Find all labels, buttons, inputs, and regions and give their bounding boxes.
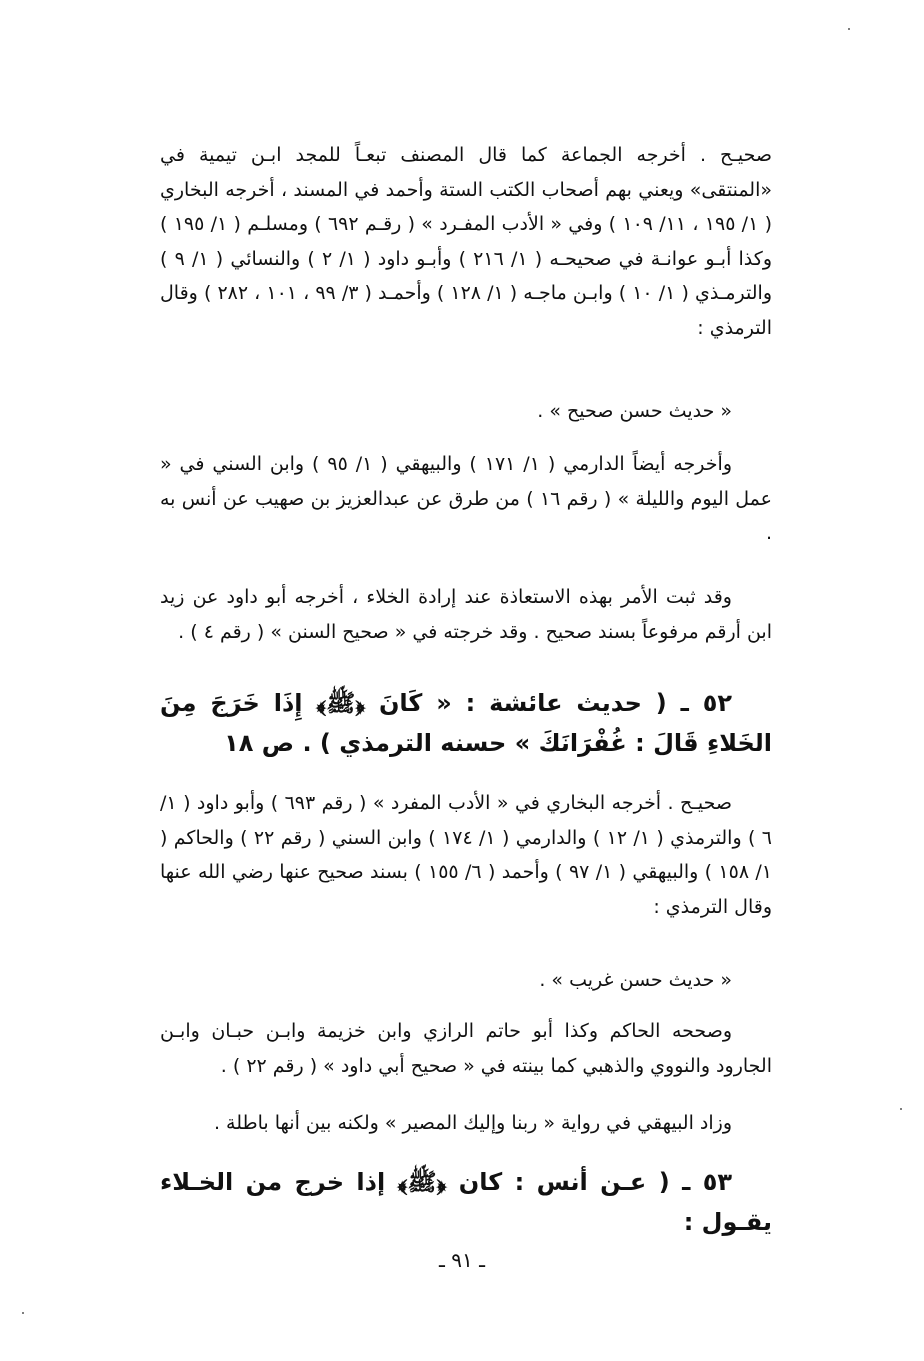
hadith-52-heading: [160, 683, 772, 763]
paragraph-text: وزاد البيهقي في رواية « ربنا وإليك المصير » ولكنه بين أنها باطلة .: [213, 1112, 732, 1134]
page-number: ـ ٩١ ـ: [439, 1248, 485, 1272]
takhrij-paragraph-51: [160, 138, 772, 345]
hadith-53-heading: [160, 1162, 772, 1242]
scan-speck: [900, 1108, 902, 1110]
tirmidhi-quote-2: [160, 963, 772, 998]
bayhaqi-paragraph: [160, 1106, 772, 1141]
paragraph-text: صحيـح . أخرجه البخاري في « الأدب المفرد » ( رقم ٦٩٣ ) وأبو داود ( ١/ ٦ ) والترمذي ( ١/ ١٢ ) والدارمي ( ١/ ١٧٤ ) وابن السني ( رقم ٢٢ ) والحاكم ( ١/ ١٥٨ ) والبيهقي ( ١/ ٩٧ ) وأحمد ( ٦/ ١٥٥ ) بسند صحيح عنها رضي الله عنها وقال الترمذي :: [160, 792, 772, 918]
authentication-paragraph: [160, 1014, 772, 1083]
tirmidhi-quote-1: [160, 394, 772, 429]
scan-speck: [22, 1312, 24, 1314]
heading-text: ٥٢ ـ ( حديث عائشة : « كَانَ ﴿ﷺ﴾ إِذَا خَرَجَ مِنَ الخَلاءِ قَالَ : غُفْرَانَكَ » حسنه الترمذي ) . ص ١٨: [160, 689, 772, 757]
heading-text: ٥٣ ـ ( عـن أنس : كان ﴿ﷺ﴾ إذا خرج من الخـلاء يقـول :: [160, 1168, 772, 1236]
scan-speck: [848, 28, 850, 30]
paragraph-text: وأخرجه أيضاً الدارمي ( ١/ ١٧١ ) والبيهقي ( ١/ ٩٥ ) وابن السني في « عمل اليوم والليلة » ( رقم ١٦ ) من طرق عن عبدالعزيز بن صهيب عن أنس به .: [160, 453, 772, 544]
additional-sources-paragraph: [160, 447, 772, 551]
paragraph-text: وصححه الحاكم وكذا أبو حاتم الرازي وابن خزيمة وابـن حبـان وابـن الجارود والنووي والذهبي كما بينته في « صحيح أبي داود » ( رقم ٢٢ ) .: [160, 1020, 772, 1077]
quote-text: « حديث حسن غريب » .: [539, 969, 732, 991]
takhrij-paragraph-52: [160, 786, 772, 924]
istiadha-paragraph: [160, 580, 772, 649]
quote-text: « حديث حسن صحيح » .: [537, 400, 732, 422]
paragraph-text: صحيـح . أخرجه الجماعة كما قال المصنف تبعـاً للمجد ابـن تيمية في «المنتقى» ويعني بهم أصحاب الكتب الستة وأحمد في المسند ، أخرجه البخاري ( ١/ ١٩٥ ، ١١/ ١٠٩ ) وفي « الأدب المفـرد » ( رقـم ٦٩٢ ) ومسلـم ( ١/ ١٩٥ ) وكذا أبـو عوانـة في صحيحـه ( ١/ ٢١٦ ) وأبـو داود ( ١/ ٢ ) والنسائي ( ١/ ٩ ) والترمـذي ( ١/ ١٠ ) وابـن ماجـه ( ١/ ١٢٨ ) وأحمـد ( ٣/ ٩٩ ، ١٠١ ، ٢٨٢ ) وقال الترمذي :: [160, 144, 773, 339]
paragraph-text: وقد ثبت الأمر بهذه الاستعاذة عند إرادة الخلاء ، أخرجه أبو داود عن زيد ابن أرقم مرفوعاً بسند صحيح . وقد خرجته في « صحيح السنن » ( رقم ٤ ) .: [160, 586, 772, 643]
